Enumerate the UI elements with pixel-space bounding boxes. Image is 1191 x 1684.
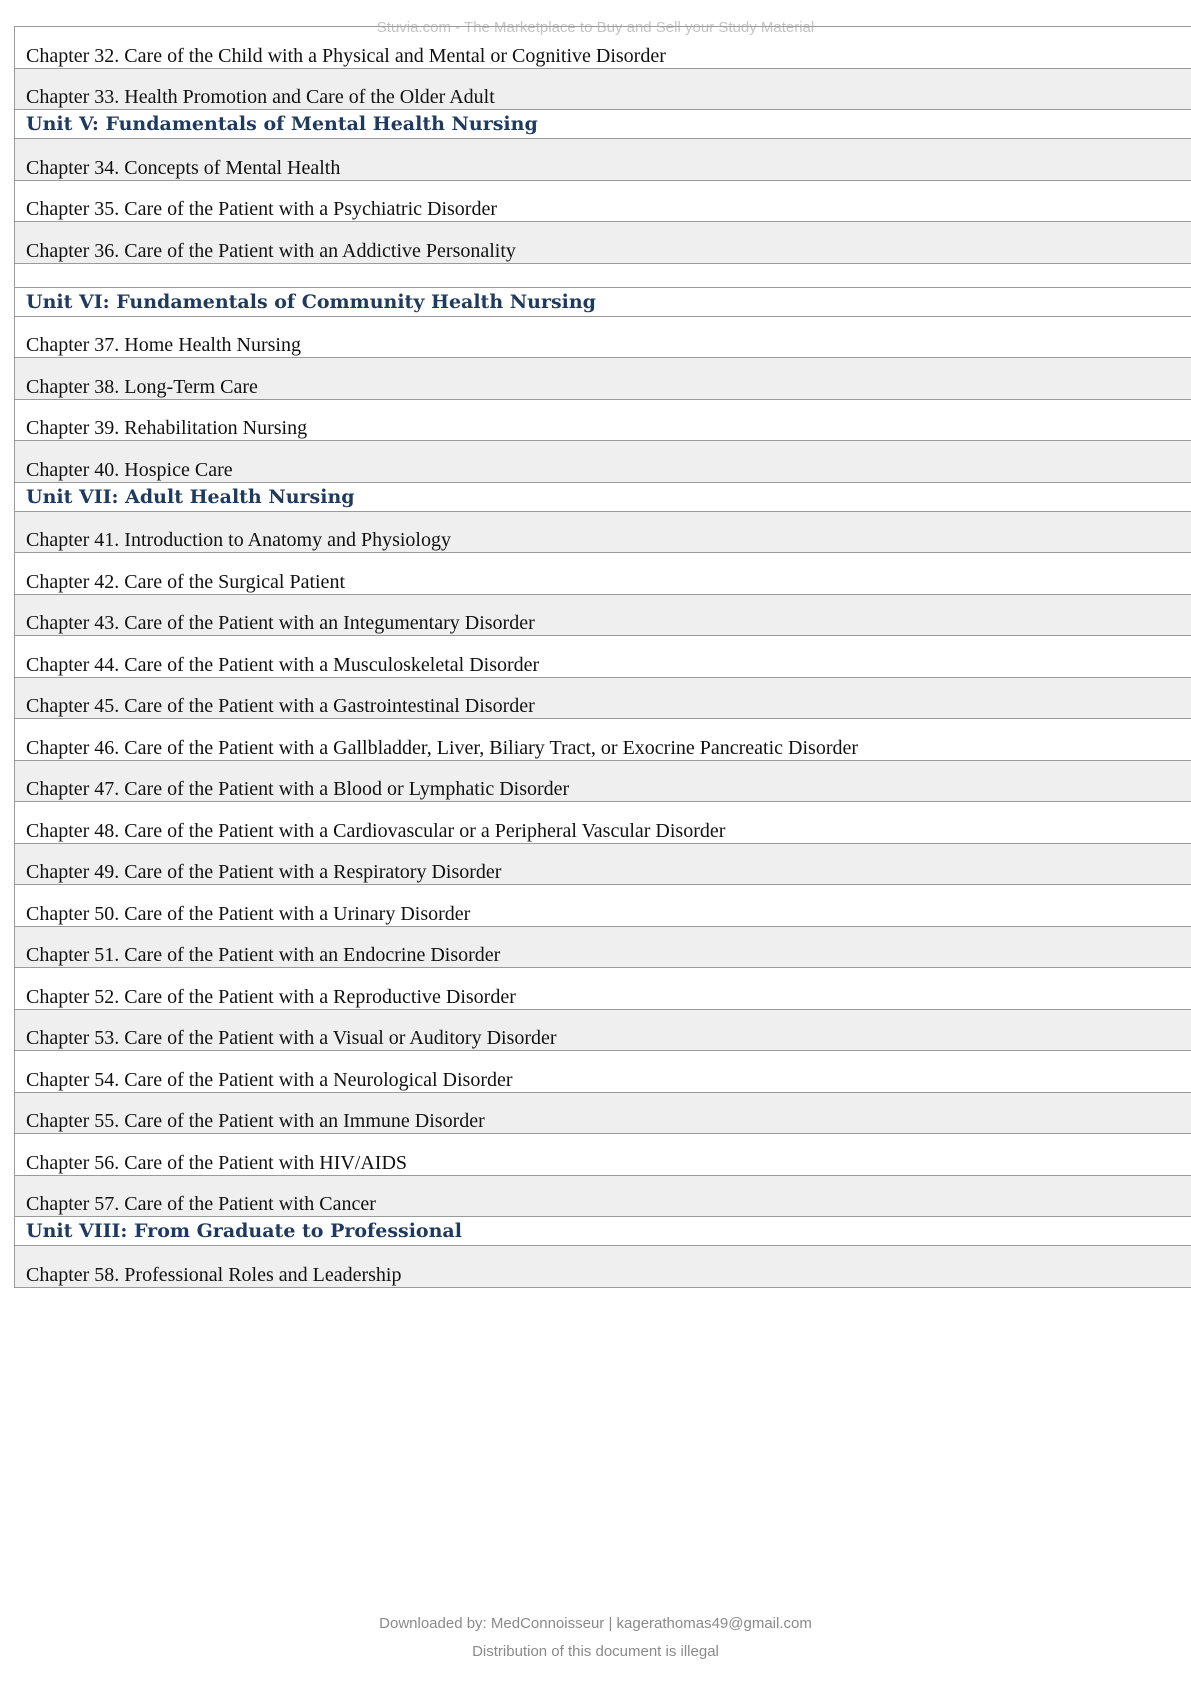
chapter-title: Chapter 36. Care of the Patient with an Addictive Personality bbox=[26, 239, 516, 262]
chapter-row bbox=[15, 553, 1191, 595]
chapter-title: Chapter 55. Care of the Patient with an Immune Disorder bbox=[26, 1110, 485, 1132]
chapter-row bbox=[15, 844, 1191, 886]
chapter-row bbox=[15, 927, 1191, 969]
chapter-title: Chapter 41. Introduction to Anatomy and Physiology bbox=[26, 529, 451, 551]
chapter-row bbox=[15, 1051, 1191, 1093]
chapter-row bbox=[15, 1093, 1191, 1135]
blank-row bbox=[15, 264, 1191, 288]
chapter-title: Chapter 47. Care of the Patient with a Blood or Lymphatic Disorder bbox=[26, 778, 570, 800]
chapter-row bbox=[15, 222, 1191, 264]
chapter-row bbox=[15, 512, 1191, 554]
chapter-row bbox=[15, 400, 1191, 442]
chapter-title: Chapter 49. Care of the Patient with a Respiratory Disorder bbox=[26, 861, 502, 883]
chapter-row bbox=[15, 636, 1191, 678]
chapter-title: Chapter 48. Care of the Patient with a Cardiovascular or a Peripheral Vascular Disorder bbox=[26, 819, 726, 842]
chapter-title: Chapter 56. Care of the Patient with HIV/AIDS bbox=[26, 1151, 408, 1174]
chapter-title: Chapter 42. Care of the Surgical Patient bbox=[26, 570, 345, 593]
chapter-title: Chapter 52. Care of the Patient with a Reproductive Disorder bbox=[26, 985, 516, 1008]
chapter-row bbox=[15, 802, 1191, 844]
chapter-title: Chapter 38. Long-Term Care bbox=[26, 375, 258, 398]
chapter-title: Chapter 46. Care of the Patient with a Gallbladder, Liver, Biliary Tract, or Exocrine Pancreatic Disorder bbox=[26, 736, 859, 759]
chapter-row bbox=[15, 181, 1191, 223]
unit-heading bbox=[15, 1217, 1191, 1246]
chapter-title: Chapter 58. Professional Roles and Leadership bbox=[26, 1263, 402, 1286]
chapter-row bbox=[15, 1246, 1191, 1288]
chapter-title: Chapter 44. Care of the Patient with a Musculoskeletal Disorder bbox=[26, 653, 540, 676]
chapter-title: Chapter 51. Care of the Patient with an Endocrine Disorder bbox=[26, 944, 501, 966]
chapter-title: Chapter 50. Care of the Patient with a Urinary Disorder bbox=[26, 902, 471, 925]
watermark-header: Stuvia.com - The Marketplace to Buy and Sell your Study Material bbox=[376, 19, 815, 36]
unit-title: Unit V: Fundamentals of Mental Health Nursing bbox=[26, 113, 538, 135]
chapter-title: Chapter 35. Care of the Patient with a Psychiatric Disorder bbox=[26, 198, 497, 220]
chapter-row bbox=[15, 761, 1191, 803]
chapter-title: Chapter 43. Care of the Patient with an Integumentary Disorder bbox=[26, 612, 535, 634]
unit-heading bbox=[15, 110, 1191, 139]
unit-heading bbox=[15, 483, 1191, 512]
chapter-title: Chapter 37. Home Health Nursing bbox=[26, 334, 301, 356]
footer-downloaded-by: Downloaded by: MedConnoisseur | kagerathomas49@gmail.com bbox=[379, 1615, 812, 1632]
chapter-title: Chapter 40. Hospice Care bbox=[26, 458, 233, 481]
chapter-row bbox=[15, 27, 1191, 69]
chapter-title: Chapter 45. Care of the Patient with a Gastrointestinal Disorder bbox=[26, 695, 535, 717]
chapter-row bbox=[15, 1176, 1191, 1218]
chapter-row bbox=[15, 317, 1191, 359]
chapter-row bbox=[15, 719, 1191, 761]
unit-title: Unit VII: Adult Health Nursing bbox=[26, 485, 355, 508]
chapter-row bbox=[15, 1134, 1191, 1176]
chapter-row bbox=[15, 678, 1191, 720]
footer-distribution-notice: Distribution of this document is illegal bbox=[472, 1643, 719, 1660]
chapter-row bbox=[15, 595, 1191, 637]
chapter-row bbox=[15, 139, 1191, 181]
chapter-row bbox=[15, 441, 1191, 483]
table-of-contents bbox=[14, 26, 1191, 1288]
chapter-title: Chapter 53. Care of the Patient with a Visual or Auditory Disorder bbox=[26, 1027, 557, 1049]
chapter-title: Chapter 32. Care of the Child with a Physical and Mental or Cognitive Disorder bbox=[26, 44, 666, 67]
unit-heading bbox=[15, 288, 1191, 317]
chapter-title: Chapter 33. Health Promotion and Care of the Older Adult bbox=[26, 86, 495, 108]
chapter-title: Chapter 54. Care of the Patient with a Neurological Disorder bbox=[26, 1068, 513, 1091]
unit-title: Unit VI: Fundamentals of Community Health Nursing bbox=[26, 290, 596, 313]
chapter-row bbox=[15, 885, 1191, 927]
chapter-title: Chapter 39. Rehabilitation Nursing bbox=[26, 417, 308, 439]
chapter-title: Chapter 57. Care of the Patient with Cancer bbox=[26, 1193, 376, 1215]
chapter-row bbox=[15, 69, 1191, 111]
chapter-row bbox=[15, 358, 1191, 400]
chapter-row bbox=[15, 1010, 1191, 1052]
chapter-title: Chapter 34. Concepts of Mental Health bbox=[26, 156, 341, 179]
chapter-row bbox=[15, 968, 1191, 1010]
unit-title: Unit VIII: From Graduate to Professional bbox=[26, 1220, 462, 1242]
